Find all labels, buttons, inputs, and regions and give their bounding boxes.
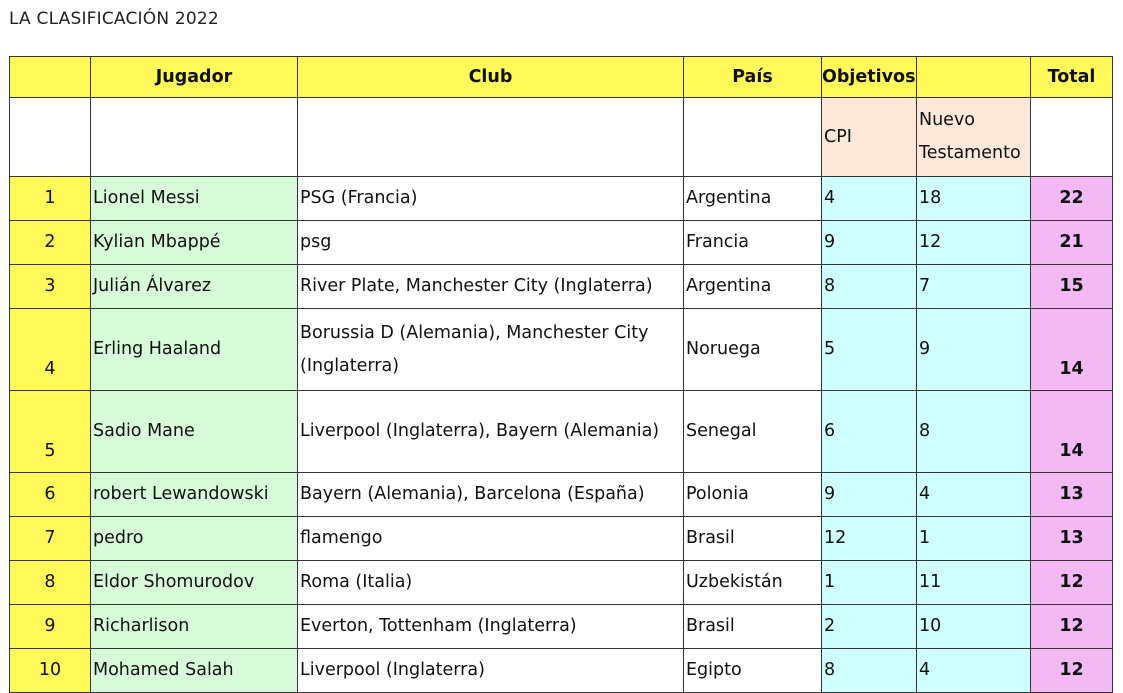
table-row xyxy=(10,473,1113,517)
total-cell: 12 xyxy=(1031,605,1113,649)
subheader-empty-rank xyxy=(10,98,91,177)
country-cell: Polonia xyxy=(684,473,822,517)
player-cell: Eldor Shomurodov xyxy=(91,561,298,605)
rank-cell: 10 xyxy=(10,649,91,693)
header-player: Jugador xyxy=(91,57,298,98)
cpi-goals-cell: 9 xyxy=(822,221,917,265)
player-cell: Lionel Messi xyxy=(91,177,298,221)
total-cell: 14 xyxy=(1031,391,1113,473)
player-cell: Kylian Mbappé xyxy=(91,221,298,265)
rank-cell: 2 xyxy=(10,221,91,265)
total-cell: 12 xyxy=(1031,561,1113,605)
subheader-empty-club xyxy=(298,98,684,177)
cpi-goals-cell: 6 xyxy=(822,391,917,473)
subheader-empty-player xyxy=(91,98,298,177)
table-row xyxy=(10,221,1113,265)
club-cell: Borussia D (Alemania), Manchester City (Inglaterra) xyxy=(298,309,684,391)
country-cell: Brasil xyxy=(684,605,822,649)
cpi-goals-cell: 1 xyxy=(822,561,917,605)
cpi-goals-cell: 9 xyxy=(822,473,917,517)
subheader-row xyxy=(10,98,1113,177)
country-cell: Brasil xyxy=(684,517,822,561)
rank-cell: 9 xyxy=(10,605,91,649)
header-country: País xyxy=(684,57,822,98)
total-cell: 15 xyxy=(1031,265,1113,309)
subheader-cpi: CPI xyxy=(822,98,917,177)
cpi-goals-cell: 5 xyxy=(822,309,917,391)
club-cell: Liverpool (Inglaterra), Bayern (Alemania) xyxy=(298,391,684,473)
player-cell: Richarlison xyxy=(91,605,298,649)
nt-goals-cell: 1 xyxy=(917,517,1031,561)
ranking-table xyxy=(9,56,1113,693)
club-cell: Everton, Tottenham (Inglaterra) xyxy=(298,605,684,649)
table-row xyxy=(10,177,1113,221)
nt-goals-cell: 4 xyxy=(917,473,1031,517)
total-cell: 13 xyxy=(1031,473,1113,517)
nt-goals-cell: 10 xyxy=(917,605,1031,649)
country-cell: Argentina xyxy=(684,265,822,309)
player-cell: Erling Haaland xyxy=(91,309,298,391)
player-cell: Julián Álvarez xyxy=(91,265,298,309)
header-goals-spacer xyxy=(917,57,1031,98)
total-cell: 12 xyxy=(1031,649,1113,693)
total-cell: 13 xyxy=(1031,517,1113,561)
nt-goals-cell: 7 xyxy=(917,265,1031,309)
table-row xyxy=(10,561,1113,605)
header-goals: Objetivos xyxy=(822,57,917,98)
total-cell: 21 xyxy=(1031,221,1113,265)
player-cell: Mohamed Salah xyxy=(91,649,298,693)
cpi-goals-cell: 2 xyxy=(822,605,917,649)
club-cell: Bayern (Alemania), Barcelona (España) xyxy=(298,473,684,517)
nt-goals-cell: 8 xyxy=(917,391,1031,473)
country-cell: Egipto xyxy=(684,649,822,693)
nt-goals-cell: 18 xyxy=(917,177,1031,221)
nt-goals-cell: 9 xyxy=(917,309,1031,391)
club-cell: flamengo xyxy=(298,517,684,561)
player-cell: robert Lewandowski xyxy=(91,473,298,517)
table-row xyxy=(10,309,1113,391)
rank-cell: 5 xyxy=(10,391,91,473)
cpi-goals-cell: 12 xyxy=(822,517,917,561)
cpi-goals-cell: 8 xyxy=(822,265,917,309)
header-rank xyxy=(10,57,91,98)
rank-cell: 3 xyxy=(10,265,91,309)
nt-goals-cell: 12 xyxy=(917,221,1031,265)
total-cell: 22 xyxy=(1031,177,1113,221)
rank-cell: 6 xyxy=(10,473,91,517)
table-row xyxy=(10,649,1113,693)
club-cell: River Plate, Manchester City (Inglaterra) xyxy=(298,265,684,309)
rank-cell: 4 xyxy=(10,309,91,391)
country-cell: Argentina xyxy=(684,177,822,221)
header-total: Total xyxy=(1031,57,1113,98)
table-row xyxy=(10,517,1113,561)
player-cell: Sadio Mane xyxy=(91,391,298,473)
rank-cell: 1 xyxy=(10,177,91,221)
country-cell: Uzbekistán xyxy=(684,561,822,605)
total-cell: 14 xyxy=(1031,309,1113,391)
subheader-empty-total xyxy=(1031,98,1113,177)
country-cell: Senegal xyxy=(684,391,822,473)
cpi-goals-cell: 8 xyxy=(822,649,917,693)
table-row xyxy=(10,391,1113,473)
table-row xyxy=(10,605,1113,649)
subheader-empty-country xyxy=(684,98,822,177)
nt-goals-cell: 4 xyxy=(917,649,1031,693)
player-cell: pedro xyxy=(91,517,298,561)
club-cell: Liverpool (Inglaterra) xyxy=(298,649,684,693)
header-club: Club xyxy=(298,57,684,98)
country-cell: Noruega xyxy=(684,309,822,391)
nt-goals-cell: 11 xyxy=(917,561,1031,605)
rank-cell: 7 xyxy=(10,517,91,561)
rank-cell: 8 xyxy=(10,561,91,605)
cpi-goals-cell: 4 xyxy=(822,177,917,221)
club-cell: Roma (Italia) xyxy=(298,561,684,605)
header-row xyxy=(10,57,1113,98)
subheader-nuevo-testamento: Nuevo Testamento xyxy=(917,98,1031,177)
club-cell: psg xyxy=(298,221,684,265)
club-cell: PSG (Francia) xyxy=(298,177,684,221)
page-title: LA CLASIFICACIÓN 2022 xyxy=(9,9,219,29)
country-cell: Francia xyxy=(684,221,822,265)
table-row xyxy=(10,265,1113,309)
